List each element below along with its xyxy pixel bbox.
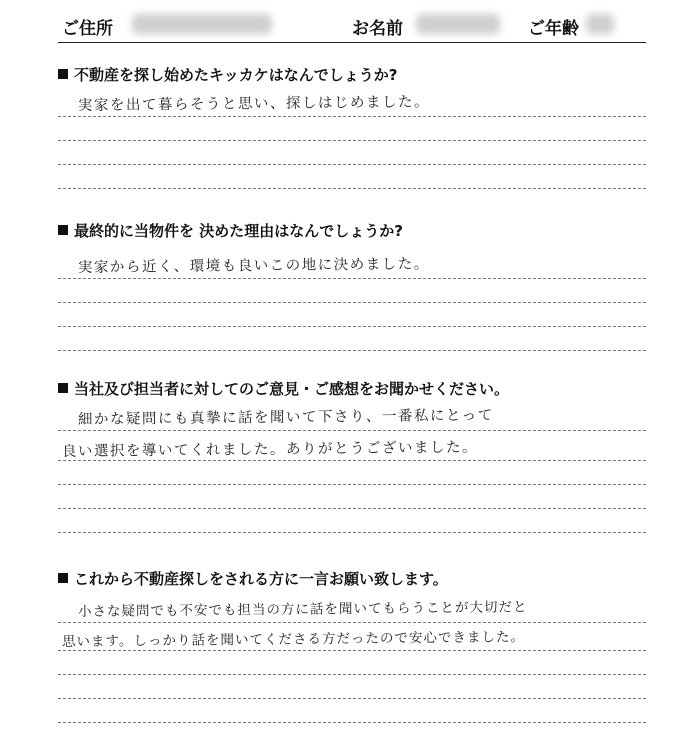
answer-line-1: 実家から近く、環境も良いこの地に決めました。 [77,256,430,276]
ruled-line [58,698,646,699]
answer-line-2: 思います。しっかり話を聞いてくださる方だったので安心できました。 [61,629,526,650]
ruled-line [58,326,646,327]
ruled-line [58,508,646,509]
ruled-line [58,140,646,141]
question-title: 当社及び担当者に対してのご意見・ご感想をお聞かせください。 [58,378,509,399]
ruled-line [58,278,646,279]
ruled-line [58,622,646,623]
address-label: ご住所 [62,19,113,39]
address-redacted [132,14,272,34]
answer-line-2: 良い選択を導いてくれました。ありがとうございました。 [61,439,479,460]
square-bullet-icon [58,573,68,583]
age-label: ご年齢 [528,19,579,39]
name-label: お名前 [352,19,403,39]
name-redacted [416,14,500,34]
ruled-line [58,164,646,165]
ruled-line [58,302,646,303]
answer-line-1: 実家を出て暮らそうと思い、探しはじめました。 [77,94,431,114]
ruled-line [58,722,646,723]
ruled-line [58,116,646,117]
question-title: 不動産を探し始めたキッカケはなんでしょうか? [58,64,397,85]
square-bullet-icon [58,69,68,79]
square-bullet-icon [58,383,68,393]
square-bullet-icon [58,225,68,235]
ruled-line [58,350,646,351]
header [0,0,700,44]
ruled-line [58,188,646,189]
ruled-line [58,484,646,485]
ruled-line [58,674,646,675]
question-title: 最終的に当物件を 決めた理由はなんでしょうか? [58,220,403,241]
ruled-line [58,430,646,431]
header-underline [58,42,646,43]
answer-line-1: 細かな疑問にも真摯に話を聞いて下さり、一番私にとって [77,407,494,428]
ruled-line [58,650,646,651]
ruled-line [58,532,646,533]
answer-line-1: 小さな疑問でも不安でも担当の方に話を聞いてもらうことが大切だと [77,599,528,620]
age-redacted [586,14,614,34]
question-title: これから不動産探しをされる方に一言お願い致します。 [58,568,448,589]
ruled-line [58,460,646,461]
